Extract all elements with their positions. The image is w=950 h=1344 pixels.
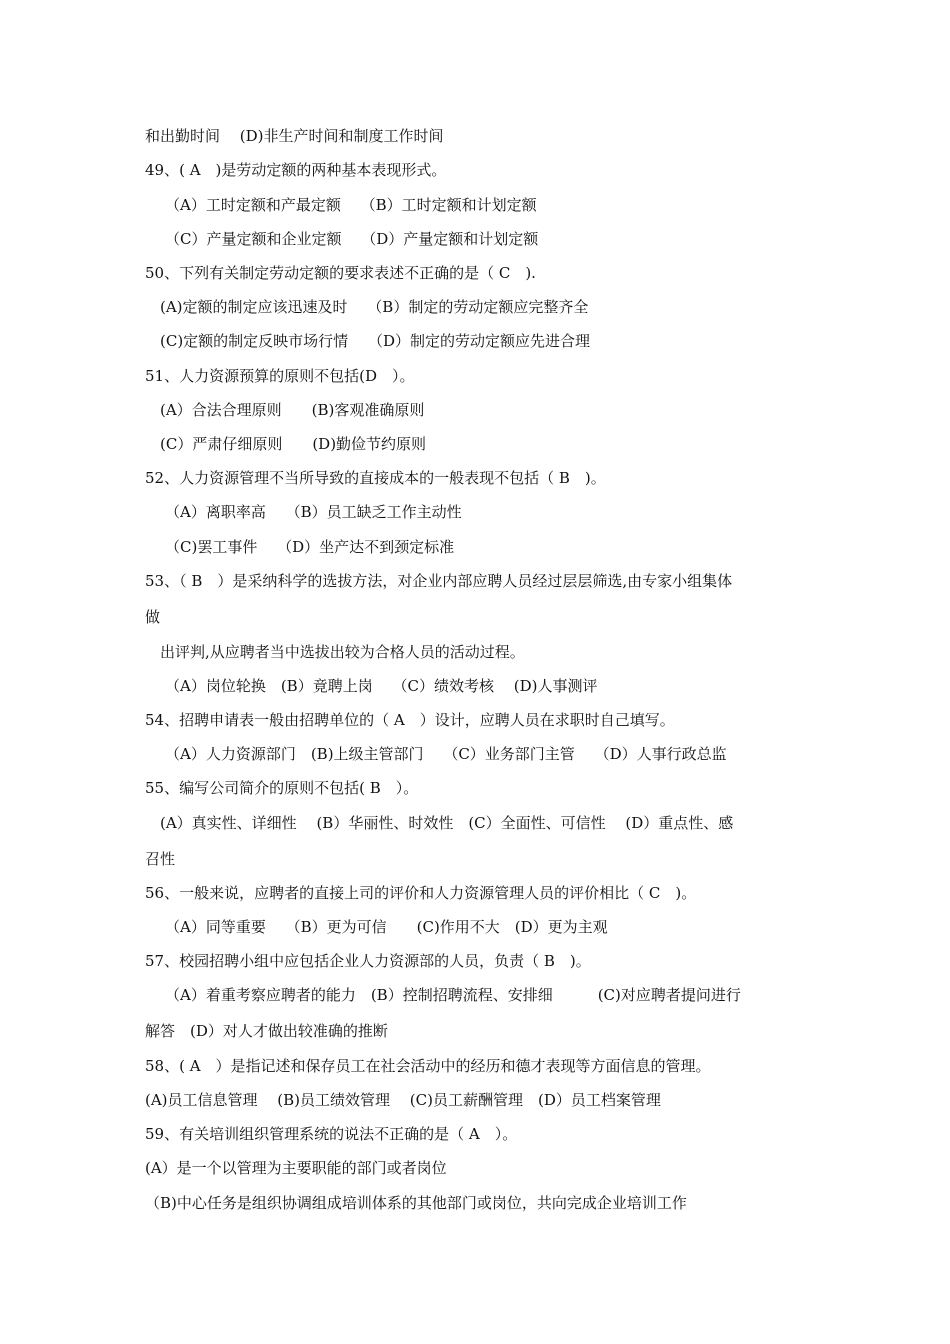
question-57-options: （A）着重考察应聘者的能力 (B）控制招聘流程、安排细 (C)对应聘者提问进行 [165, 986, 741, 1004]
question-57: 57、校园招聘小组中应包括企业人力资源部的人员，负责（ B )。 [145, 952, 591, 970]
question-55-wrap: 召性 [145, 850, 176, 868]
question-52-options-ab: （A）离职率高 （B）员工缺乏工作主动性 [165, 503, 462, 521]
question-49-options-ab: （A）工时定额和产最定额 （B）工时定额和计划定额 [165, 196, 537, 214]
question-51: 51、人力资源预算的原则不包括(D ）。 [145, 367, 415, 385]
question-53-cont: 出评判,从应聘者当中选拔出较为合格人员的活动过程。 [160, 643, 525, 661]
question-52: 52、人力资源管理不当所导致的直接成本的一般表现不包括（ B )。 [145, 469, 606, 487]
question-51-options-ab: (A）合法合理原则 (B)客观准确原则 [160, 401, 425, 419]
question-53: 53、（ B ）是采纳科学的选拔方法，对企业内部应聘人员经过层层筛选,由专家小组集体 [145, 572, 733, 590]
question-54-options: （A）人力资源部门 (B)上级主管部门 （C）业务部门主管 （D）人事行政总监 [165, 745, 727, 763]
question-51-options-cd: (C）严肃仔细原则 (D)勤俭节约原则 [160, 435, 427, 453]
question-56: 56、一般来说，应聘者的直接上司的评价和人力资源管理人员的评价相比（ C )。 [145, 884, 697, 902]
question-58: 58、( A ）是指记述和保存员工在社会活动中的经历和德才表现等方面信息的管理。 [145, 1057, 711, 1075]
question-55: 55、编写公司简介的原则不包括( B ）。 [145, 779, 419, 797]
question-55-options: (A）真实性、详细性 (B）华丽性、时效性 (C）全面性、可信性 (D）重点性、感 [160, 814, 734, 832]
question-53-options: （A）岗位轮换 (B）竟聘上岗 （C）绩效考核 (D)人事测评 [165, 677, 598, 695]
question-59-option-b: （B)中心任务是组织协调组成培训体系的其他部门或岗位，共向完成企业培训工作 [145, 1194, 687, 1212]
question-49: 49、( A )是劳动定额的两种基本表现形式。 [145, 161, 447, 179]
question-58-options: (A)员工信息管理 (B)员工绩效管理 (C)员工薪酬管理 (D）员工档案管理 [145, 1091, 661, 1109]
question-50-options-ab: (A)定额的制定应该迅速及时 （B）制定的劳动定额应完整齐全 [160, 298, 589, 316]
question-59: 59、有关培训组织管理系统的说法不正确的是（ A ）。 [145, 1125, 518, 1143]
question-50: 50、下列有关制定劳动定额的要求表述不正确的是（ C ). [145, 264, 536, 282]
question-54: 54、招聘申请表一般由招聘单位的（ A ）设计，应聘人员在求职时自己填写。 [145, 711, 675, 729]
question-53-wrap: 做 [145, 608, 161, 626]
text-line-continuation: 和出勤时间 (D)非生产时间和制度工作时间 [145, 127, 444, 145]
question-49-options-cd: （C）产量定额和企业定额 （D）产量定额和计划定额 [165, 230, 539, 248]
question-56-options: （A）同等重要 （B）更为可信 (C)作用不大 (D）更为主观 [165, 918, 608, 936]
question-59-option-a: (A）是一个以管理为主要职能的部门或者岗位 [145, 1159, 447, 1177]
question-52-options-cd: （C)罢工事件 （D）坐产达不到颈定标准 [165, 538, 455, 556]
question-50-options-cd: (C)定额的制定反映市场行情 （D）制定的劳动定额应先进合理 [160, 332, 590, 350]
question-57-wrap: 解答 (D）对人才做出较准确的推断 [145, 1022, 388, 1040]
